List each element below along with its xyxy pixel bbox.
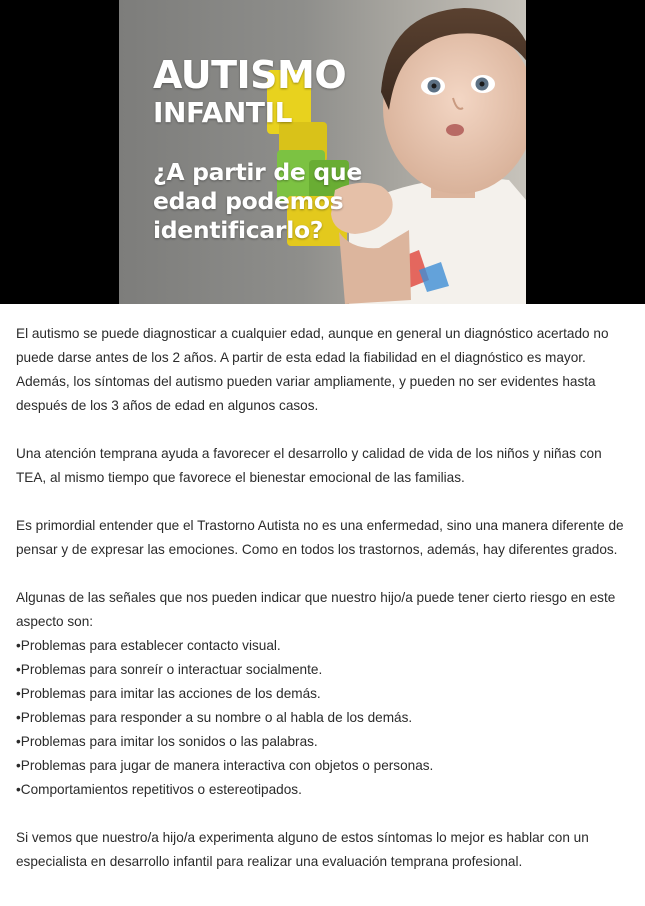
list-item: •Problemas para imitar los sonidos o las palabras. bbox=[16, 734, 318, 749]
hero-question-line: edad podemos bbox=[153, 187, 344, 215]
hero-text-overlay bbox=[153, 54, 403, 245]
hero-question bbox=[153, 158, 403, 245]
hero-title: AUTISMO bbox=[153, 53, 347, 97]
article-body bbox=[0, 304, 645, 874]
list-item: •Comportamientos repetitivos o estereotipados. bbox=[16, 782, 302, 797]
hero-subtitle: INFANTIL bbox=[153, 96, 293, 129]
article-paragraph: Es primordial entender que el Trastorno Autista no es una enfermedad, sino una manera diferente de pensar y de expresar las emociones. Como en todos los trastornos, además, hay diferentes grados. bbox=[16, 518, 624, 557]
article-closing: Si vemos que nuestro/a hijo/a experimenta alguno de estos síntomas lo mejor es hablar con un especialista en desarrollo infantil para realizar una evaluación temprana profesional. bbox=[16, 830, 589, 869]
article-paragraph: Una atención temprana ayuda a favorecer el desarrollo y calidad de vida de los niños y niñas con TEA, al mismo tiempo que favorece el bienestar emocional de las familias. bbox=[16, 446, 602, 485]
list-item: •Problemas para jugar de manera interactiva con objetos o personas. bbox=[16, 758, 434, 773]
hero-image bbox=[119, 0, 526, 304]
list-item: •Problemas para responder a su nombre o al habla de los demás. bbox=[16, 710, 413, 725]
article-paragraph: El autismo se puede diagnosticar a cualquier edad, aunque en general un diagnóstico acertado no puede darse antes de los 2 años. A partir de esta edad la fiabilidad en el diagnóstico es mayor. Además, los síntomas del autismo pueden variar ampliamente, y pueden no ser evidentes hasta después de los 3 años de edad en algunos casos. bbox=[16, 326, 609, 413]
hero-banner bbox=[0, 0, 645, 304]
list-item: •Problemas para imitar las acciones de los demás. bbox=[16, 686, 321, 701]
hero-question-line: ¿A partir de que bbox=[153, 158, 362, 186]
hero-question-line: identificarlo? bbox=[153, 216, 324, 244]
signs-intro: Algunas de las señales que nos pueden indicar que nuestro hijo/a puede tener cierto riesgo en este aspecto son: bbox=[16, 590, 616, 629]
list-item: •Problemas para establecer contacto visual. bbox=[16, 638, 281, 653]
signs-section bbox=[16, 586, 629, 802]
list-item: •Problemas para sonreír o interactuar socialmente. bbox=[16, 662, 323, 677]
